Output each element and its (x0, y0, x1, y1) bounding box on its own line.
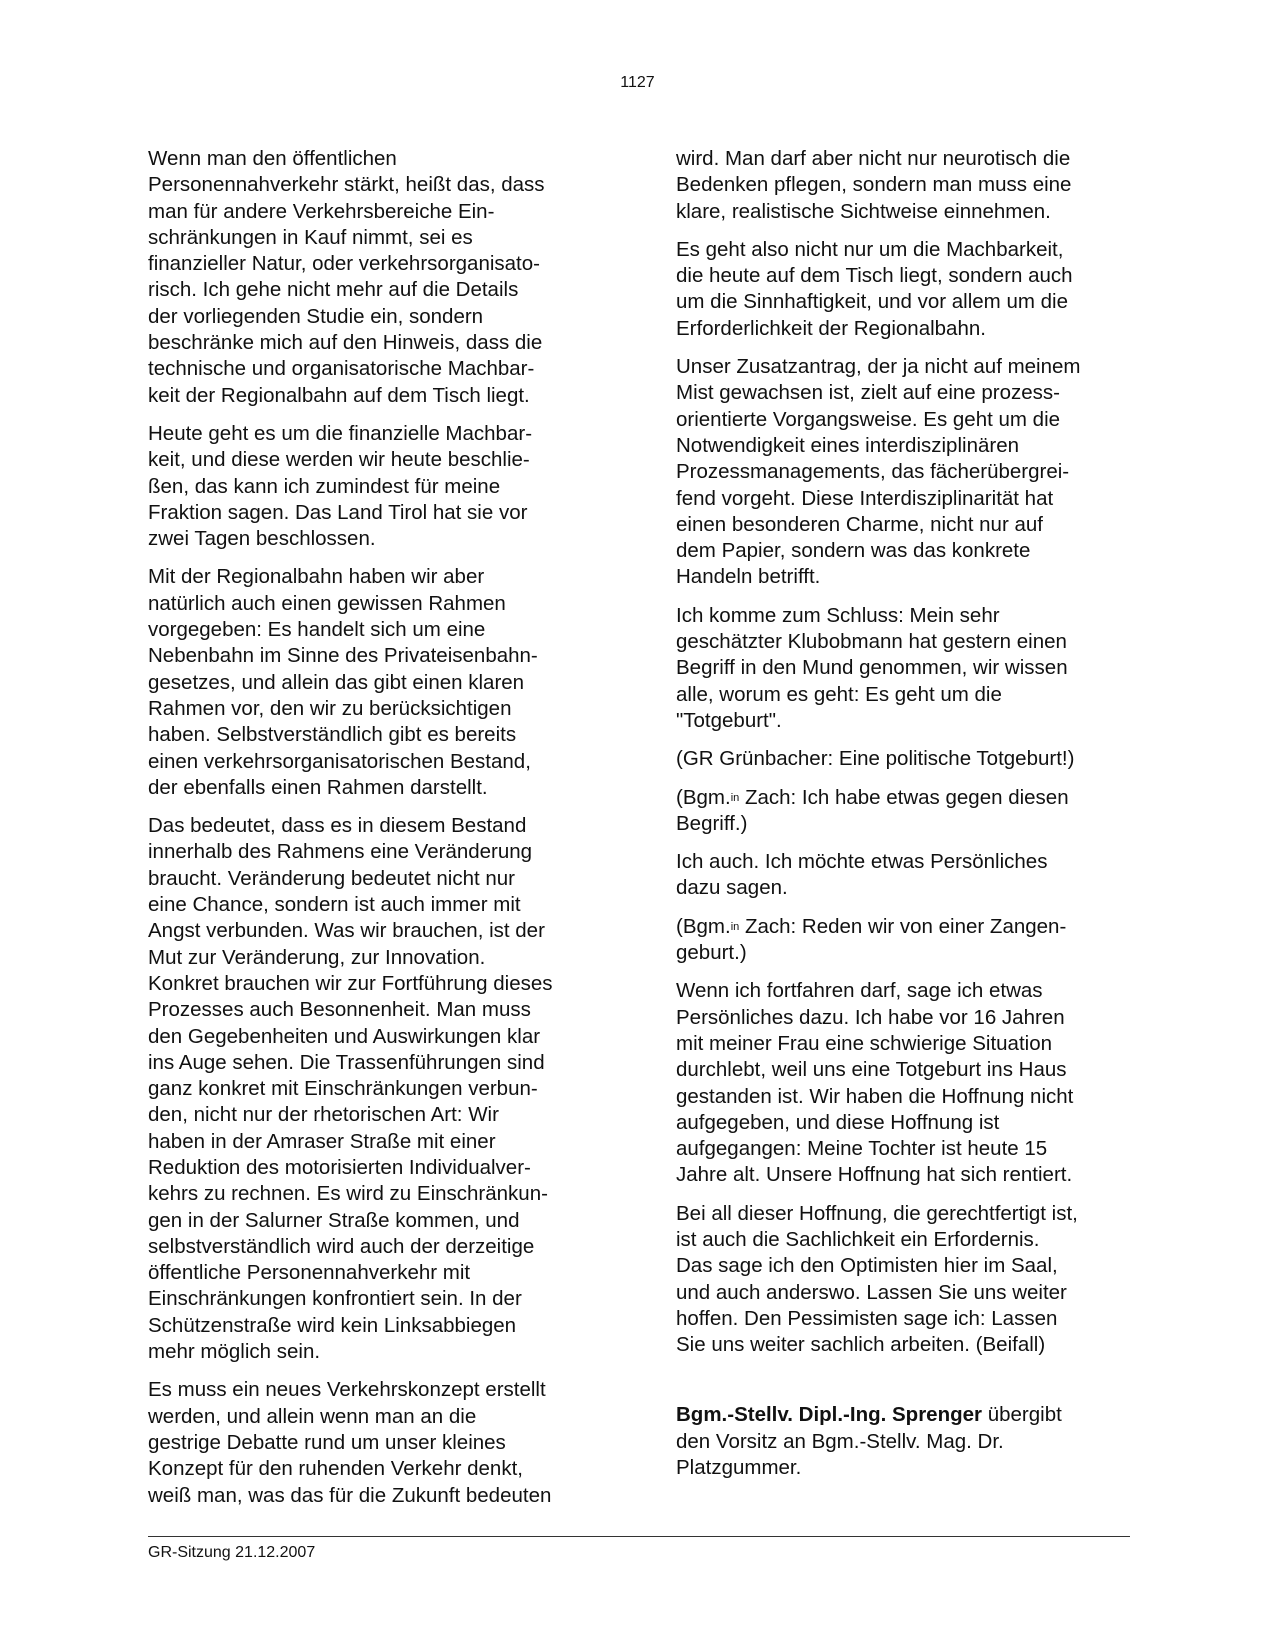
paragraph: Es geht also nicht nur um die Machbarkeit, die heute auf dem Tisch liegt, sondern auch um die Sinnhaftigkeit, und vor allem um die Erforderlichkeit der Regionalbahn. (676, 237, 1073, 340)
right-column (676, 146, 1138, 1493)
superscript: in (730, 791, 740, 804)
superscript: in (730, 920, 740, 933)
interjection-text: Zach: Reden wir von einer Zangen- geburt.) (676, 914, 1067, 965)
left-column (148, 146, 610, 1521)
page-number: 1127 (620, 74, 655, 91)
paragraph: Unser Zusatzantrag, der ja nicht auf meinem Mist gewachsen ist, zielt auf eine prozess- orientierte Vorgangsweise. Es geht um die Notwendigkeit eines interdisziplinären Prozessmanagements, das fächerübergrei- fend vorgeht. Diese Interdisziplinarität hat einen besonderen Charme, nicht nur auf dem Papier, sondern was das konkrete Handeln betrifft. (676, 355, 1081, 589)
paragraph: Wenn man den öffentlichen Personennahverkehr stärkt, heißt das, dass man für andere Verkehrsbereiche Ein- schränkungen in Kauf nimmt, sei es finanzieller Natur, oder verkehrsorganisato- risch. Ich gehe nicht mehr auf die Details der vorliegenden Studie ein, sondern beschränke mich auf den Hinweis, dass die technische und organisatorische Machbar- keit der Regionalbahn auf dem Tisch liegt. (148, 147, 545, 407)
speaker-name: Bgm.-Stellv. Dipl.-Ing. Sprenger (676, 1403, 983, 1427)
chair-note (676, 1402, 1138, 1481)
paragraph: Mit der Regionalbahn haben wir aber natürlich auch einen gewissen Rahmen vorgegeben: Es handelt sich um eine Nebenbahn im Sinne des Privateisenbahn- gesetzes, und allein das gibt einen klaren Rahmen vor, den wir zu berücksichtigen haben. Selbstverständlich gibt es bereits einen verkehrsorganisatorischen Bestand, der ebenfalls einen Rahmen darstellt. (148, 565, 538, 799)
paragraph: Das bedeutet, dass es in diesem Bestand innerhalb des Rahmens eine Veränderung braucht. Veränderung bedeutet nicht nur eine Chance, sondern ist auch immer mit Angst verbunden. Was wir brauchen, ist der Mut zur Veränderung, zur Innovation. Konkret brauchen wir zur Fortführung dieses Prozesses auch Besonnenheit. Man muss den Gegebenheiten und Auswirkungen klar ins Auge sehen. Die Trassenführungen sind ganz konkret mit Einschränkungen verbun- den, nicht nur der rhetorischen Art: Wir haben in der Amraser Straße mit einer Reduktion des motorisierten Individualver- kehrs zu rechnen. Es wird zu Einschränkun- gen in der Salurner Straße kommen, und selbstverständlich wird auch der derzeitige öffentliche Personennahverkehr mit Einschränkungen konfrontiert sein. In der Schützenstraße wird kein Linksabbiegen mehr möglich sein. (148, 814, 553, 1364)
interjection-prefix: (Bgm. (676, 914, 731, 938)
paragraph: Heute geht es um die finanzielle Machbar- keit, und diese werden wir heute beschlie- ßen, das kann ich zumindest für meine Fraktion sagen. Das Land Tirol hat sie vor zwei Tagen beschlossen. (148, 421, 533, 551)
footer-divider (148, 1536, 1130, 1537)
interjection-text: Zach: Ich habe etwas gegen diesen Begriff.) (676, 785, 1069, 835)
interjection: (GR Grünbacher: Eine politische Totgeburt!) (676, 747, 1075, 771)
footer-session-date: GR-Sitzung 21.12.2007 (148, 1544, 316, 1561)
paragraph: Ich auch. Ich möchte etwas Persönliches dazu sagen. (676, 850, 1048, 900)
interjection (676, 785, 1138, 838)
paragraph: Bei all dieser Hoffnung, die gerechtfertigt ist, ist auch die Sachlichkeit ein Erfordernis. Das sage ich den Optimisten hier im Saal, und auch anderswo. Lassen Sie uns weiter hoffen. Den Pessimisten sage ich: Lassen Sie uns weiter sachlich arbeiten. (Beifall) (676, 1201, 1078, 1357)
paragraph: Es muss ein neues Verkehrskonzept erstellt werden, und allein wenn man an die gestrige Debatte rund um unser kleines Konzept für den ruhenden Verkehr denkt, weiß man, was das für die Zukunft bedeuten (148, 1378, 552, 1507)
interjection-prefix: (Bgm. (676, 785, 731, 809)
paragraph: wird. Man darf aber nicht nur neurotisch die Bedenken pflegen, sondern man muss eine klare, realistische Sichtweise einnehmen. (676, 147, 1072, 223)
paragraph: Wenn ich fortfahren darf, sage ich etwas Persönliches dazu. Ich habe vor 16 Jahren mit meiner Frau eine schwierige Situation durchlebt, weil uns eine Totgeburt ins Haus gestanden ist. Wir haben die Hoffnung nicht aufgegeben, und diese Hoffnung ist aufgegangen: Meine Tochter ist heute 15 Jahre alt. Unsere Hoffnung hat sich rentiert. (676, 979, 1074, 1187)
chair-note-text: übergibt den Vorsitz an Bgm.-Stellv. Mag. Dr. Platzgummer. (676, 1403, 1062, 1480)
interjection (676, 914, 1138, 967)
paragraph: Ich komme zum Schluss: Mein sehr geschätzter Klubobmann hat gestern einen Begriff in den Mund genommen, wir wissen alle, worum es geht: Es geht um die "Totgeburt". (676, 603, 1068, 732)
